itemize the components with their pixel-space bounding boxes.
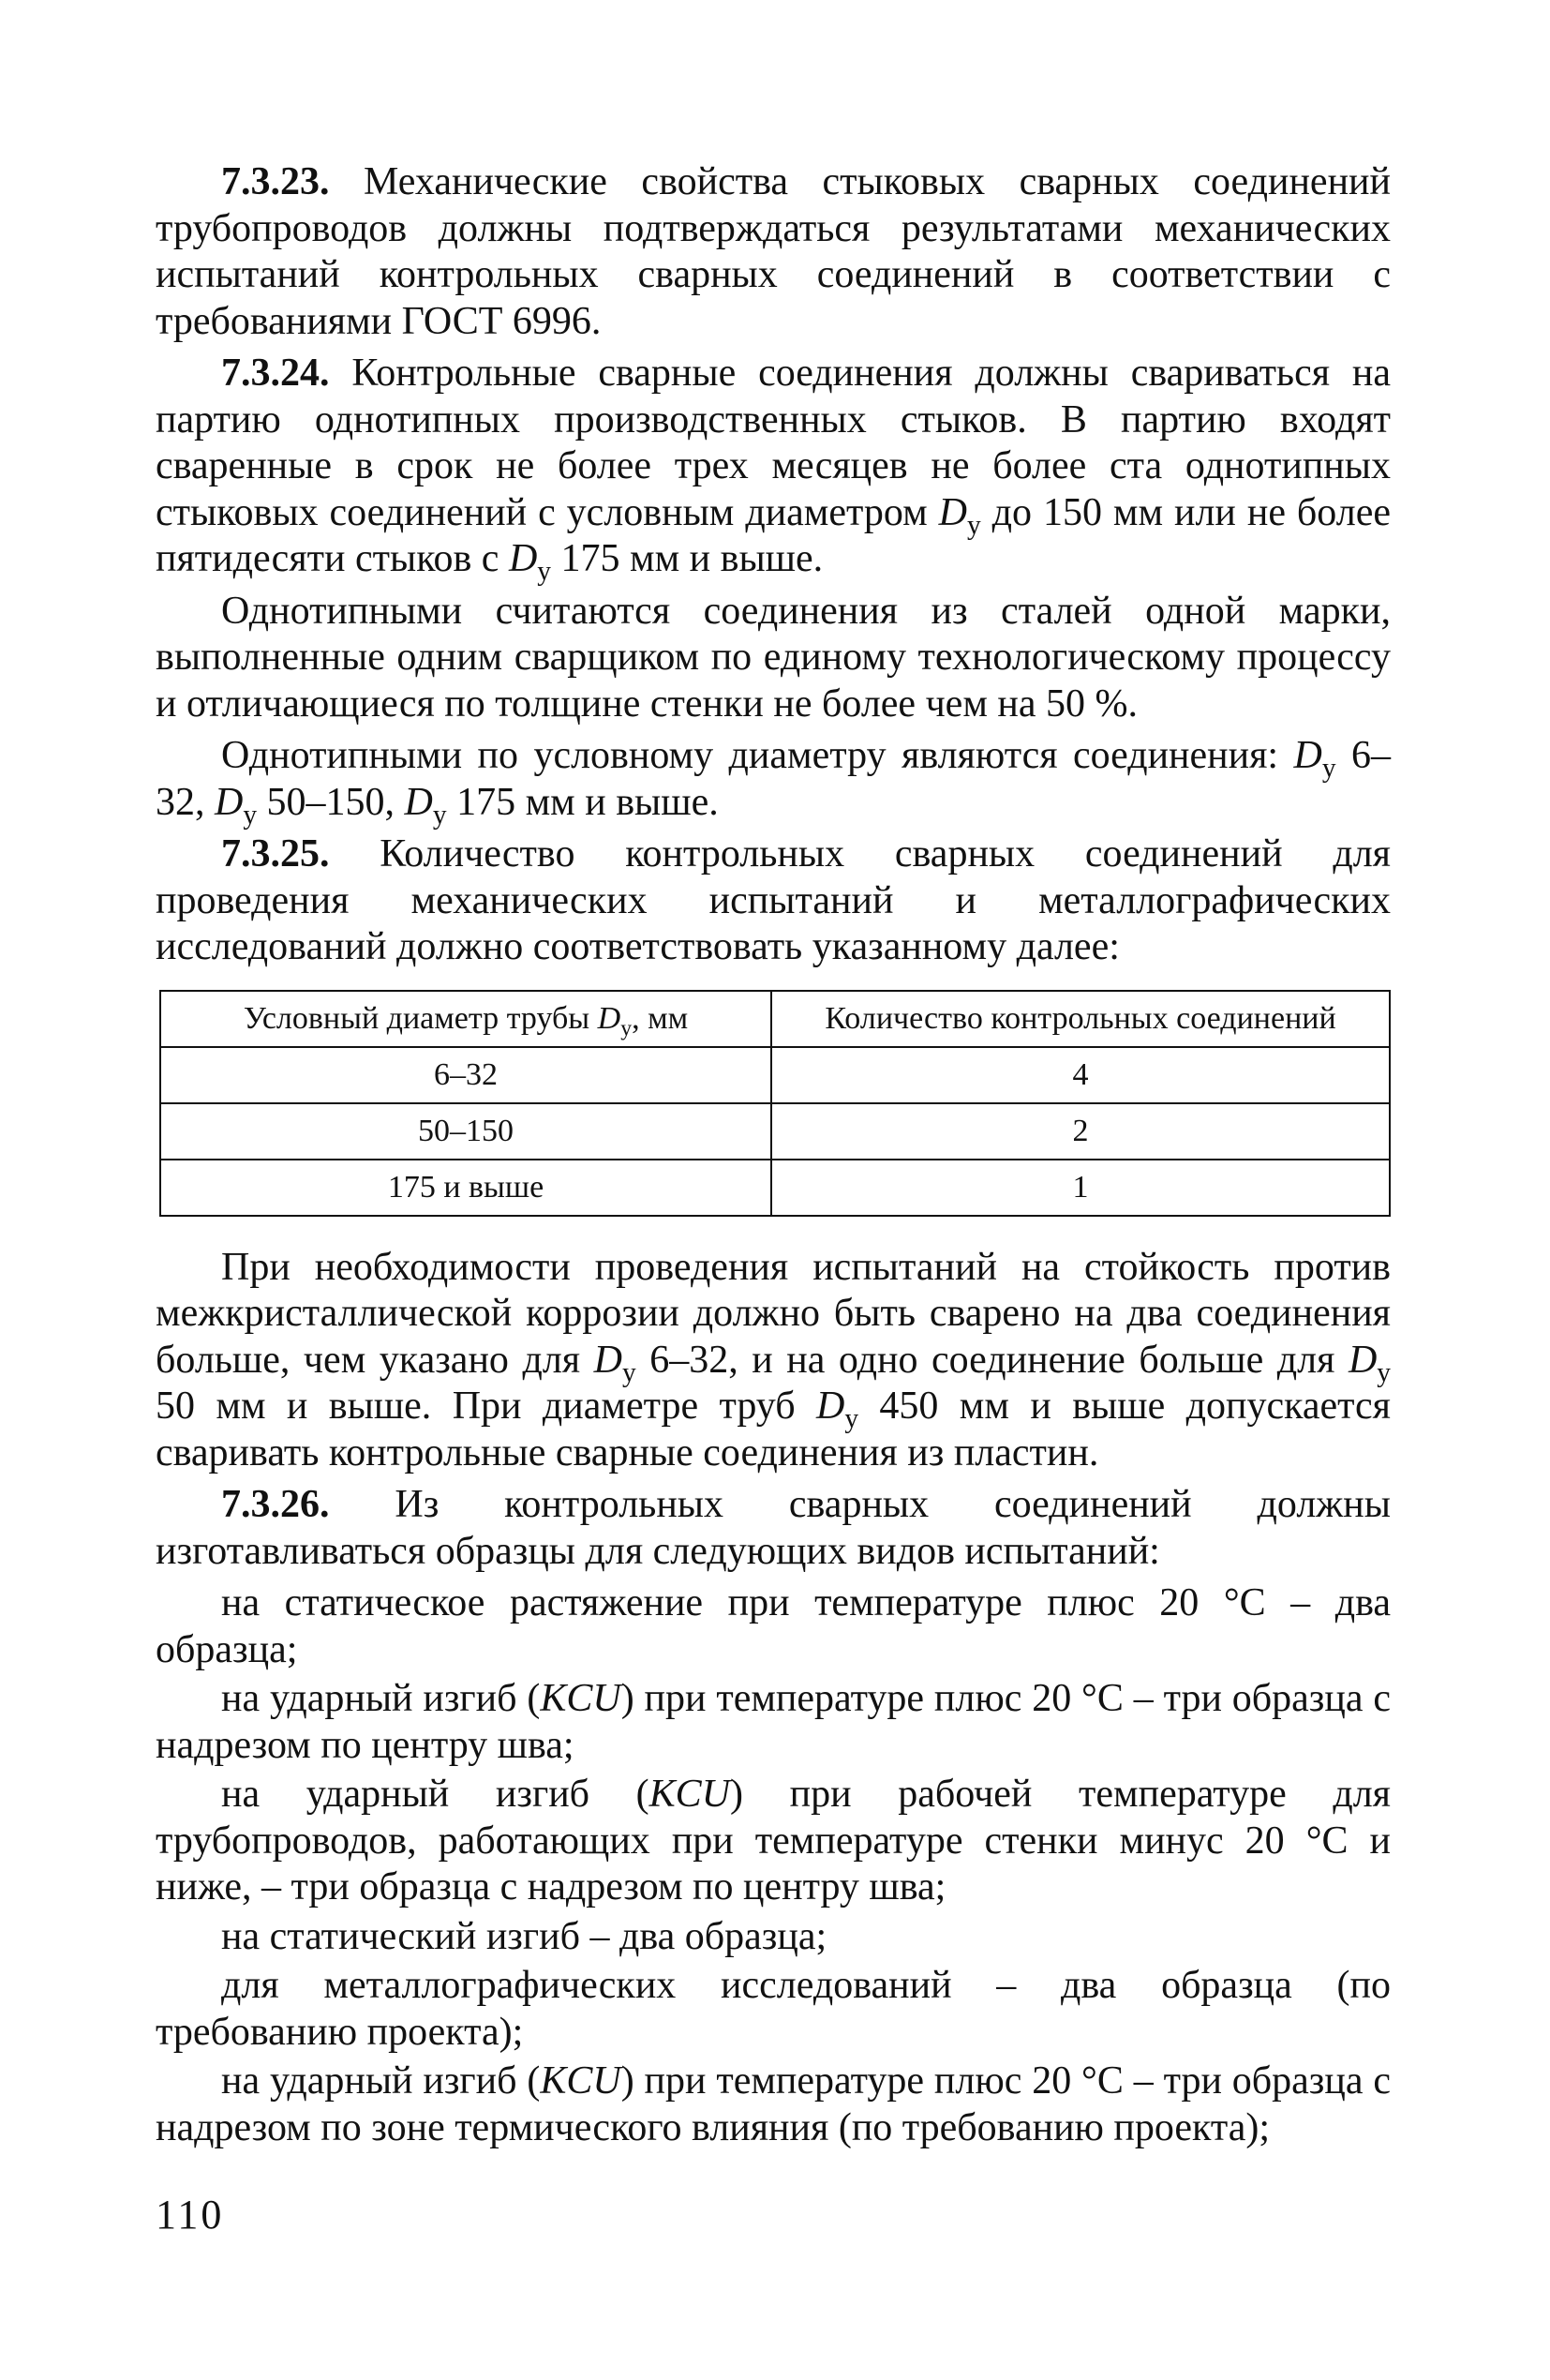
symbol-d: D (1348, 1338, 1378, 1382)
header-diameter: Условный диаметр трубы $D_у$, мм (160, 991, 771, 1047)
paragraph-text: Контрольные сварные соединения должны свариваться на партию однотипных производственных стыков. В партию входят сваренные в срок не более трех месяцев не более ста однотипных стыковых соединений с условным диаметром (156, 352, 1391, 534)
list-item: на ударный изгиб (KCU) при температуре плюс 20 °С – три образца с надрезом по центру шва; (156, 1677, 1391, 1767)
clause-number: 7.3.24. (221, 352, 330, 395)
clause-number: 7.3.25. (221, 832, 330, 876)
kcu-symbol: KCU (540, 2059, 621, 2103)
subscript-y: у (621, 1356, 636, 1387)
cell-count: 2 (771, 1103, 1390, 1160)
paragraph-text: При необходимости проведения испытаний на стойкость против межкристаллической коррозии должно быть сварено на два соединения больше, чем указано для (156, 1245, 1391, 1382)
table-row (160, 1160, 1390, 1216)
clause-number: 7.3.23. (221, 160, 330, 203)
header-count: Количество контрольных соединений (771, 991, 1390, 1047)
cell-count: 1 (771, 1160, 1390, 1216)
symbol-d: D (816, 1385, 845, 1428)
paragraph-text: Количество контрольных сварных соединений для проведения механических испытаний и металлографических исследований должно соответствовать указанному далее: (156, 832, 1391, 968)
table-header-row (160, 991, 1390, 1047)
paragraph-text: Из контрольных сварных соединений должны изготавливаться образцы для следующих видов испытаний: (156, 1483, 1391, 1573)
symbol-d: D (404, 780, 433, 824)
subscript-y: у (1377, 1356, 1391, 1387)
paragraph-7-3-24 (156, 351, 1391, 587)
document-body (156, 159, 1391, 2154)
subscript-y: у (844, 1403, 859, 1434)
paragraph-7-3-23 (156, 159, 1391, 345)
paragraph-corrosion (156, 1245, 1391, 1477)
list-item: для металлографических исследований – два образца (по требованию проекта); (156, 1964, 1391, 2054)
cell-count: 4 (771, 1047, 1390, 1103)
paragraph-text: до 150 мм или не более пятидесяти стыков с (156, 490, 1391, 580)
cell-diameter: 50–150 (160, 1103, 771, 1160)
paragraph-7-3-25 (156, 831, 1391, 971)
table-row (160, 1103, 1390, 1160)
symbol-d: D (1293, 734, 1322, 777)
kcu-symbol: KCU (540, 1677, 621, 1720)
list-item: на ударный изгиб (KCU) при температуре плюс 20 °С – три образца с надрезом по зоне термического влияния (по требованию проекта); (156, 2059, 1391, 2149)
subscript-y: у (537, 556, 551, 587)
paragraph-text: 50 мм и выше. При диаметре труб (156, 1385, 816, 1428)
symbol-d: D (508, 537, 538, 580)
list-item: на статический изгиб – два образца; (221, 1914, 827, 1958)
subscript-y: у (243, 799, 258, 830)
control-joints-table (159, 990, 1391, 1217)
paragraph-diameter-groups (156, 733, 1392, 830)
symbol-d: D (215, 780, 244, 824)
subscript-y: у (432, 799, 447, 830)
paragraph-text: Механические свойства стыковых сварных соединений трубопроводов должны подтверждаться результатами механических испытаний контрольных сварных соединений в соответствии с требованиями ГОСТ 6996. (156, 160, 1391, 343)
paragraph-text: 50–150, (257, 780, 405, 824)
paragraph-same-type: Однотипными считаются соединения из сталей одной марки, выполненные одним сварщиком по единому технологическому процессу и отличающиеся по толщине стенки не более чем на 50 %. (156, 589, 1391, 726)
page-number: 110 (156, 2192, 225, 2238)
kcu-symbol: KCU (648, 1773, 731, 1816)
paragraph-text: 175 мм и выше. (550, 537, 824, 580)
cell-diameter: 6–32 (160, 1047, 771, 1103)
list-item: на статическое растяжение при температуре плюс 20 °С – два образца; (156, 1581, 1391, 1671)
paragraph-text: 450 мм и выше допускается сваривать контрольные сварные соединения из пластин. (156, 1385, 1391, 1474)
table-row (160, 1047, 1390, 1103)
subscript-y: у (1321, 753, 1336, 784)
list-item: на ударный изгиб (KCU) при рабочей температуре для трубопроводов, работающих при температуре стенки минус 20 °С и ниже, – три образца с надрезом по центру шва; (156, 1773, 1391, 1908)
paragraph-text: 175 мм и выше. (446, 780, 719, 824)
subscript-y: у (966, 509, 981, 540)
clause-number: 7.3.26. (221, 1483, 330, 1526)
symbol-d: D (938, 490, 967, 534)
cell-diameter: 175 и выше (160, 1160, 771, 1216)
symbol-d: D (593, 1338, 622, 1382)
subscript-y: у (620, 1016, 633, 1041)
paragraph-text: Однотипными по условному диаметру являются соединения: (221, 734, 1294, 777)
paragraph-7-3-26 (156, 1482, 1391, 1575)
symbol-d: D (597, 1000, 621, 1036)
paragraph-text: 6–32, (156, 734, 1392, 824)
paragraph-text: 6–32, и на одно соединение больше для (635, 1338, 1349, 1382)
